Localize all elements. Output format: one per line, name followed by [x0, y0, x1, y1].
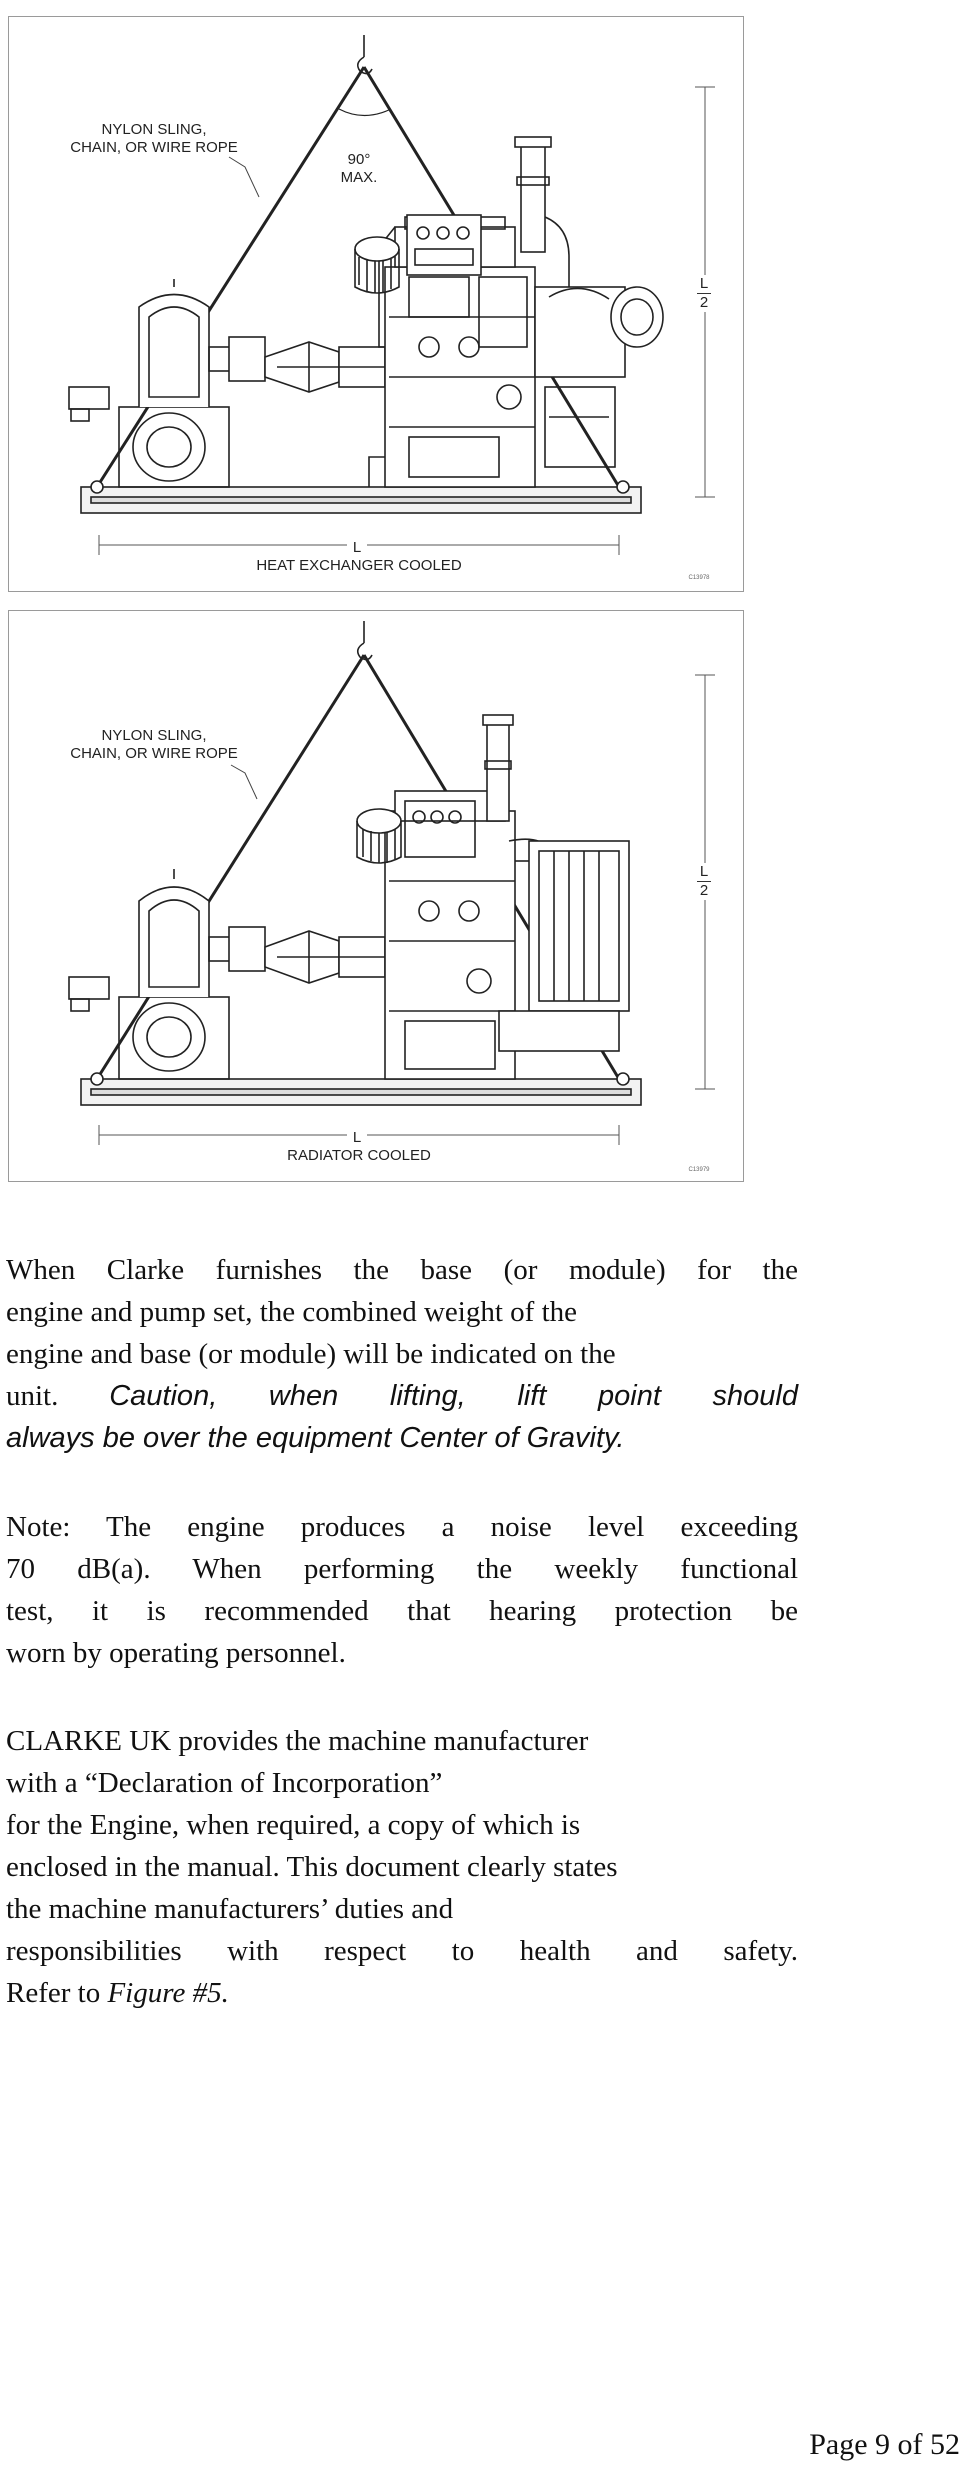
figure-caption: RADIATOR COOLED — [287, 1147, 431, 1164]
para3-line2: with a “Declaration of Incorporation” — [6, 1767, 443, 1799]
figure-heat-exchanger-cooled — [8, 16, 744, 592]
para1-line4 — [6, 1375, 798, 1417]
caution-text-part1: Caution, when lifting, lift point should — [109, 1380, 798, 1412]
sling-left — [97, 655, 364, 1079]
heat-exchanger — [535, 287, 663, 467]
para3-line1: CLARKE UK provides the machine manufacturer — [6, 1725, 589, 1757]
length-label: L — [347, 1129, 367, 1147]
para2-line1: Note: The engine produces a noise level exceeding — [6, 1511, 798, 1543]
half-height-label — [689, 275, 719, 312]
sling-label-line1: NYLON SLING, — [101, 121, 207, 138]
sling-label-line2: CHAIN, OR WIRE ROPE — [70, 745, 238, 762]
para1-line4-start: unit. — [6, 1380, 59, 1412]
lifting-diagram-1 — [9, 17, 743, 591]
figure-code: C13979 — [688, 1167, 710, 1173]
half-height-bottom: 2 — [699, 882, 709, 899]
figure-caption: HEAT EXCHANGER COOLED — [256, 557, 462, 574]
sling-label-line2: CHAIN, OR WIRE ROPE — [70, 139, 238, 156]
lifting-hook — [358, 621, 372, 660]
driveshaft — [265, 931, 385, 983]
para2-line4: worn by operating personnel. — [6, 1637, 346, 1669]
sling-label — [49, 727, 259, 763]
half-height-top: L — [699, 275, 709, 292]
para2-line2: 70 dB(a). When performing the weekly functional — [6, 1553, 798, 1585]
driveshaft — [265, 342, 385, 392]
half-height-bottom: 2 — [699, 294, 709, 311]
figure-reference: Figure #5. — [107, 1977, 229, 2009]
sling-label — [49, 121, 259, 157]
angle-value: 90° — [347, 151, 371, 168]
para1-line1: When Clarke furnishes the base (or module) for the — [6, 1254, 798, 1286]
para3-line5: the machine manufacturers’ duties and — [6, 1893, 454, 1925]
sling-label-line1: NYLON SLING, — [101, 727, 207, 744]
para2-line3: test, it is recommended that hearing protection be — [6, 1595, 798, 1627]
angle-max: MAX. — [340, 169, 378, 186]
para3-line7-start: Refer to — [6, 1977, 101, 2009]
caution-text-part2: always be over the equipment Center of Gravity. — [6, 1422, 625, 1454]
figure-radiator-cooled — [8, 610, 744, 1182]
lifting-diagram-2 — [9, 611, 743, 1181]
para3-line4: enclosed in the manual. This document clearly states — [6, 1851, 618, 1883]
radiator — [499, 841, 629, 1051]
para3-line6: responsibilities with respect to health and safety. — [6, 1935, 798, 1967]
paragraph-base-weight — [6, 1249, 798, 1459]
length-label: L — [347, 539, 367, 557]
para1-line2: engine and pump set, the combined weight of the — [6, 1296, 577, 1328]
page-number: Page 9 of 52 — [809, 2428, 960, 2461]
pump — [69, 279, 265, 487]
para3-line7 — [6, 1972, 798, 2014]
paragraph-noise-note — [6, 1506, 798, 1674]
para1-line3: engine and base (or module) will be indicated on the — [6, 1338, 616, 1370]
angle-label — [329, 151, 389, 187]
pump — [69, 869, 265, 1079]
half-height-top: L — [699, 863, 709, 880]
figure-code: C13978 — [688, 575, 710, 581]
para3-line3: for the Engine, when required, a copy of which is — [6, 1809, 581, 1841]
half-height-label — [689, 863, 719, 900]
paragraph-declaration — [6, 1720, 798, 2014]
